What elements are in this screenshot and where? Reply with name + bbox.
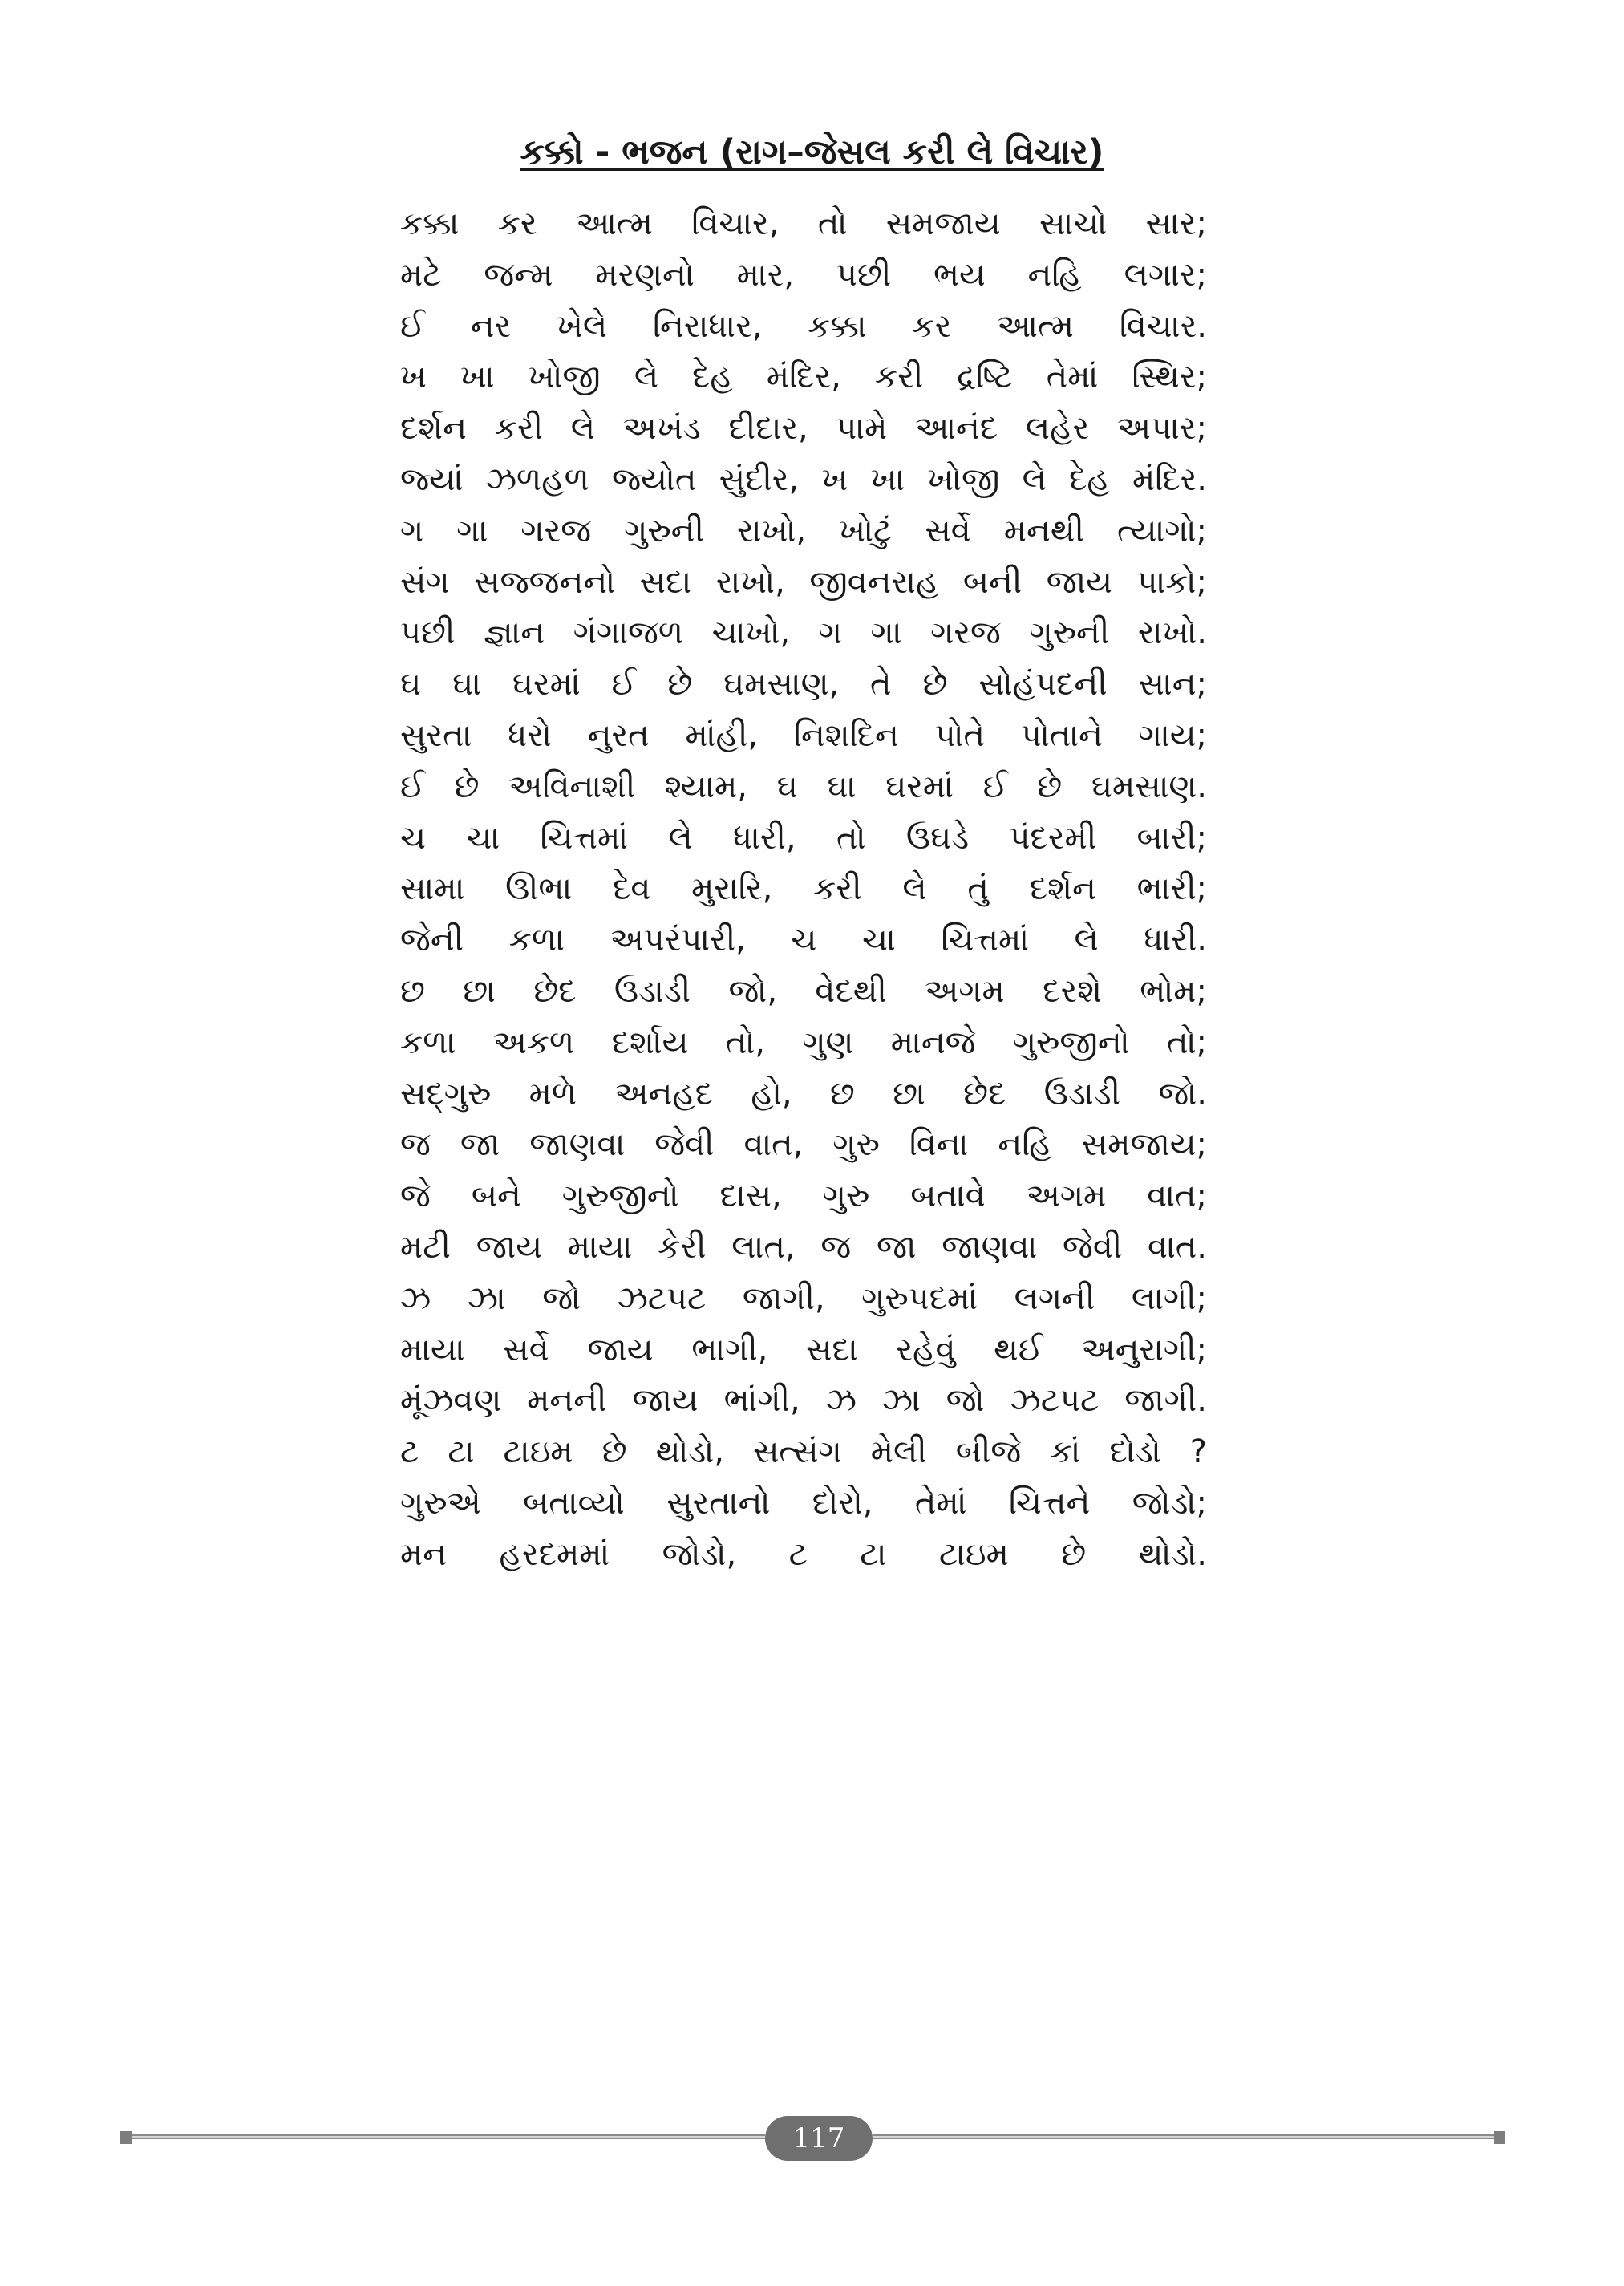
verse-line: મન હરદમમાં જોડો, ટ ટા ટાઇમ છે થોડો. xyxy=(400,1535,1207,1573)
rule-cap-right xyxy=(1494,2131,1505,2144)
footer-rule xyxy=(120,2122,1505,2154)
verse-line: ટ ટા ટાઇમ છે થોડો, સત્સંગ મેલી બીજે કાં દોડો ? xyxy=(400,1433,1207,1471)
verse-line: ઈ છે અવિનાશી શ્યામ, ઘ ઘા ઘરમાં ઈ છે ઘમસાણ. xyxy=(400,768,1207,805)
rule-line-left xyxy=(132,2134,765,2139)
verse-line: સદ્‌ગુરુ મળે અનહદ હો, છ છા છેદ ઉડાડી જો. xyxy=(400,1075,1207,1113)
verse-line: સામા ઊભા દેવ મુરારિ, કરી લે તું દર્શન ભારી; xyxy=(400,870,1207,908)
verse-line: કક્કા કર આત્મ વિચાર, તો સમજાય સાચો સાર; xyxy=(400,205,1207,242)
verse-line: મટી જાય માયા કેરી લાત, જ જા જાણવા જેવી વાત. xyxy=(400,1228,1207,1266)
verse-line: છ છા છેદ ઉડાડી જો, વેદથી અગમ દરશે ભોમ; xyxy=(400,972,1207,1010)
verse-line: ઘ ઘા ઘરમાં ઈ છે ઘમસાણ, તે છે સોહંપદની સાન; xyxy=(400,666,1207,703)
verse-line: સુરતા ધરો નુરત માંહી, નિશદિન પોતે પોતાને ગાય; xyxy=(400,716,1207,754)
page-number-badge: 117 xyxy=(765,2116,873,2161)
verse-line: જે બને ગુરુજીનો દાસ, ગુરુ બતાવે અગમ વાત; xyxy=(400,1177,1207,1215)
verse-line: મટે જન્મ મરણનો માર, પછી ભય નહિ લગાર; xyxy=(400,256,1207,294)
verse-line: માયા સર્વે જાય ભાગી, સદા રહેવું થઈ અનુરાગી; xyxy=(400,1331,1207,1368)
verse-line: જ્યાં ઝળહળ જ્યોત સુંદીર, ખ ખા ખોજી લે દેહ મંદિર. xyxy=(400,460,1207,498)
verse-line: ઈ નર ખેલે નિરાધાર, કક્કા કર આત્મ વિચાર. xyxy=(400,307,1207,345)
verse-line: ઝ ઝા જો ઝટપટ જાગી, ગુરુપદમાં લગની લાગી; xyxy=(400,1279,1207,1317)
verse-line: ગ ગા ગરજ ગુરુની રાખો, ખોટું સર્વે મનથી ત્યાગો; xyxy=(400,512,1207,549)
page-title xyxy=(0,128,1624,176)
verse-line: જેની કળા અપરંપારી, ચ ચા ચિત્તમાં લે ધારી. xyxy=(400,922,1207,959)
verse-line: પછી જ્ઞાન ગંગાજળ ચાખો, ગ ગા ગરજ ગુરુની રાખો. xyxy=(400,614,1207,652)
verse-line: સંગ સજ્જનનો સદા રાખો, જીવનરાહ બની જાય પાકો; xyxy=(400,563,1207,601)
verse-line: દર્શન કરી લે અખંડ દીદાર, પામે આનંદ લહેર અપાર; xyxy=(400,410,1207,448)
verse-block xyxy=(400,199,1207,1581)
verse-line: જ જા જાણવા જેવી વાત, ગુરુ વિના નહિ સમજાય; xyxy=(400,1126,1207,1164)
verse-line: ખ ખા ખોજી લે દેહ મંદિર, કરી દ્રષ્ટિ તેમાં સ્થિર; xyxy=(400,359,1207,396)
verse-line: કળા અકળ દર્શાય તો, ગુણ માનજે ગુરુજીનો તો; xyxy=(400,1023,1207,1061)
rule-cap-left xyxy=(120,2131,132,2144)
verse-line: મૂંઝવણ મનની જાય ભાંગી, ઝ ઝા જો ઝટપટ જાગી. xyxy=(400,1382,1207,1420)
title-text: કક્કો - ભજન (રાગ–જેસલ કરી લે વિચાર) xyxy=(520,132,1104,172)
verse-line: ચ ચા ચિત્તમાં લે ધારી, તો ઉઘડે પંદરમી બારી; xyxy=(400,819,1207,857)
rule-line-right xyxy=(873,2134,1494,2139)
verse-line: ગુરુએ બતાવ્યો સુરતાનો દોરો, તેમાં ચિત્તને જોડો; xyxy=(400,1484,1207,1522)
